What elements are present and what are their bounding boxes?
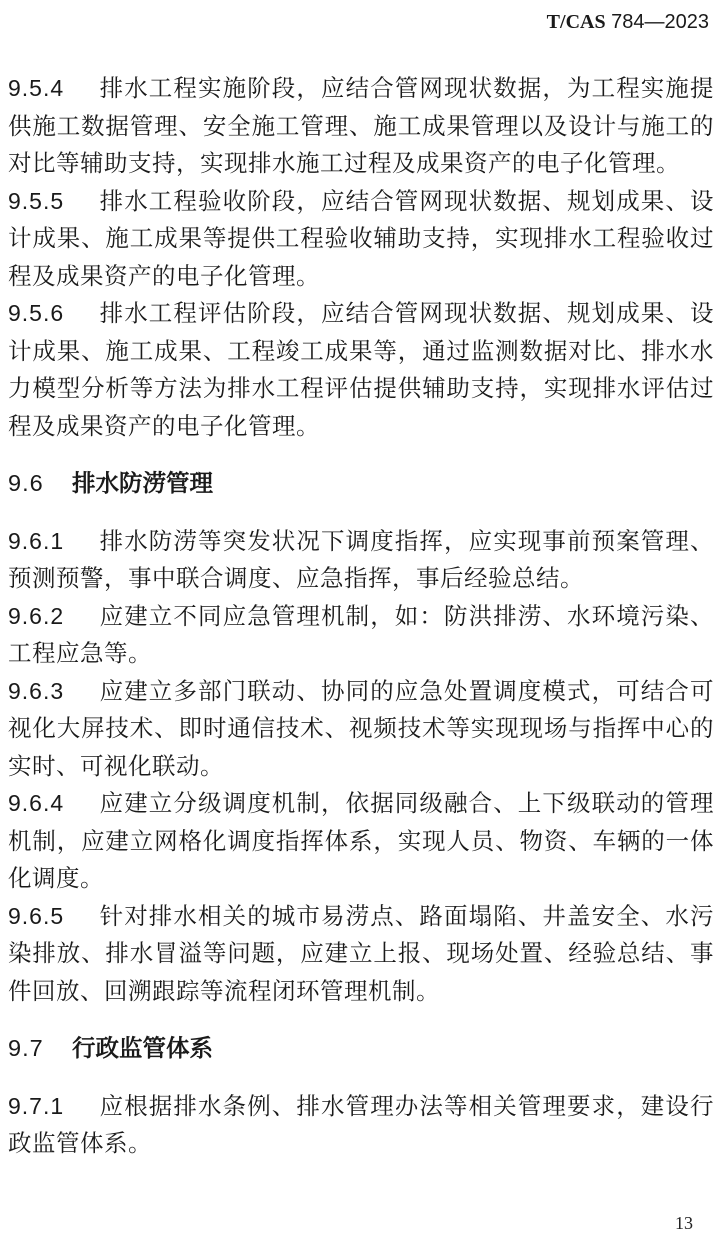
clause-text: 应建立不同应急管理机制，如：防洪排涝、水环境污染、工程应急等。 [8, 601, 714, 667]
section-number: 9.7 [8, 1035, 44, 1061]
clause-9-6-4 [8, 785, 714, 898]
document-body [8, 70, 714, 1163]
clause-9-6-2 [8, 598, 714, 673]
clause-text: 应建立分级调度机制，依据同级融合、上下级联动的管理机制，应建立网格化调度指挥体系，实现人员、物资、车辆的一体化调度。 [8, 789, 714, 892]
clause-number: 9.6.3 [8, 677, 65, 704]
clause-number: 9.6.1 [8, 527, 65, 554]
clause-text: 排水工程验收阶段，应结合管网现状数据、规划成果、设计成果、施工成果等提供工程验收辅助支持，实现排水工程验收过程及成果资产的电子化管理。 [8, 186, 714, 290]
clause-number: 9.7.1 [8, 1092, 65, 1119]
clause-9-6-1 [8, 523, 714, 598]
clause-9-5-6 [8, 295, 714, 445]
clause-9-7-1 [8, 1088, 714, 1163]
section-number: 9.6 [8, 470, 44, 496]
clause-number: 9.5.6 [8, 300, 65, 326]
clause-number: 9.5.4 [8, 75, 65, 101]
clause-text: 排水工程实施阶段，应结合管网现状数据，为工程实施提供施工数据管理、安全施工管理、施工成果管理以及设计与施工的对比等辅助支持，实现排水施工过程及成果资产的电子化管理。 [8, 74, 714, 177]
clause-number: 9.6.2 [8, 602, 65, 629]
document-standard-header [547, 8, 709, 35]
clause-9-6-5 [8, 898, 714, 1011]
clause-9-5-5 [8, 183, 714, 296]
clause-text: 应建立多部门联动、协同的应急处置调度模式，可结合可视化大屏技术、即时通信技术、视频技术等实现现场与指挥中心的实时、可视化联动。 [8, 676, 714, 780]
clause-text: 应根据排水条例、排水管理办法等相关管理要求，建设行政监管体系。 [8, 1091, 714, 1157]
clause-9-5-4 [8, 70, 714, 183]
clause-number: 9.5.5 [8, 187, 65, 214]
section-title: 排水防涝管理 [72, 469, 213, 497]
clause-9-6-3 [8, 673, 714, 786]
standard-prefix: T/CAS [546, 11, 606, 33]
clause-text: 排水防涝等突发状况下调度指挥，应实现事前预案管理、预测预警，事中联合调度、应急指挥，事后经验总结。 [8, 526, 714, 592]
section-heading-9-6 [8, 465, 714, 503]
section-heading-9-7 [8, 1030, 714, 1068]
clause-text: 排水工程评估阶段，应结合管网现状数据、规划成果、设计成果、施工成果、工程竣工成果等，通过监测数据对比、排水水力模型分析等方法为排水工程评估提供辅助支持，实现排水评估过程及成果资产的电子化管理。 [8, 299, 714, 440]
standard-number: 784—2023 [605, 11, 709, 33]
clause-number: 9.6.5 [8, 902, 65, 929]
page-number: 13 [675, 1213, 693, 1233]
section-title: 行政监管体系 [72, 1034, 213, 1062]
clause-number: 9.6.4 [8, 790, 65, 816]
clause-text: 针对排水相关的城市易涝点、路面塌陷、井盖安全、水污染排放、排水冒溢等问题，应建立上报、现场处置、经验总结、事件回放、回溯跟踪等流程闭环管理机制。 [8, 901, 714, 1005]
